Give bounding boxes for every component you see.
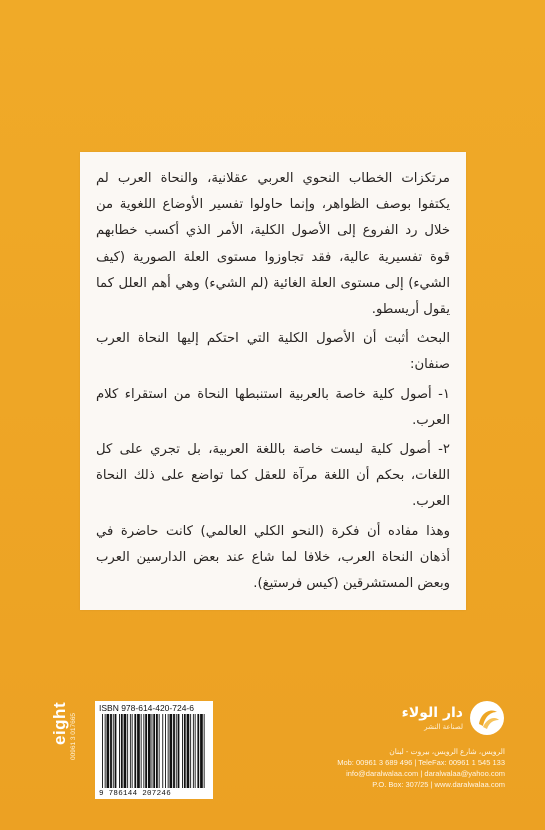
imprint-logo: eight (50, 701, 69, 745)
publisher-logo (285, 700, 505, 736)
publisher-logo-icon (469, 700, 505, 736)
publisher-name: دار الولاء (401, 705, 463, 721)
blurb-paragraph-1: مرتكزات الخطاب النحوي العربي عقلانية، والنحاة العرب لم يكتفوا بوصف الظواهر، وإنما حاولوا تفسير الأوضاع اللغوية من خلال رد الفروع إلى الأصول الكلية، الأمر الذي أكسب خطابهم قوة تفسيرية عالية، فقد تجاوزوا مستوى العلة الصورية (كيف الشيء) إلى مستوى العلة الغائية (لم الشيء) وهي أهم العلل كما يقول أريسطو. (96, 171, 450, 318)
publisher-tagline: لصناعة النشر (424, 723, 463, 731)
barcode-bar (156, 714, 158, 788)
barcode-bar (134, 714, 136, 788)
barcode-bar (204, 714, 205, 788)
blurb-paragraph-2: البحث أثبت أن الأصول الكلية التي احتكم إليها النحاة العرب صنفان: (96, 331, 450, 373)
barcode-bar (184, 714, 186, 788)
blurb-paragraph-5: وهذا مفاده أن فكرة (النحو الكلي العالمي) كانت حاضرة في أذهان النحاة العرب، خلافا لما شاع عند بعض الدارسين العرب وبعض المستشرقين (كيس فرستيغ). (96, 523, 450, 592)
blurb-paragraph-4: ٢- أصول كلية ليست خاصة باللغة العربية، بل تجري على كل اللغات، بحكم أن اللغة مرآة للعقل كما تواضع على ذلك النحاة العرب. (96, 442, 450, 510)
barcode-bar (115, 714, 117, 788)
barcode-bar (132, 714, 133, 788)
barcode-digits: 9 786144 207246 (99, 790, 172, 798)
barcode-bar (110, 714, 112, 788)
publisher-address: الرويس، شارع الرويس، بيروت - لبنان (389, 747, 505, 756)
barcode-bar (182, 714, 183, 788)
barcode-bar (119, 714, 120, 788)
barcode-bar (173, 714, 175, 788)
blurb-paragraph-3: ١- أصول كلية خاصة بالعربية استنبطها النحاة من استقراء كلام العرب. (96, 386, 450, 428)
barcode-bar (193, 714, 194, 788)
barcode-bar (195, 714, 196, 788)
barcode (95, 701, 213, 799)
barcode-bar (137, 714, 140, 788)
publisher-web: P.O. Box: 307/25 | www.daralwalaa.com (372, 780, 505, 789)
publisher-email: info@daralwalaa.com | daralwalaa@yahoo.com (346, 769, 505, 778)
barcode-bar (165, 714, 166, 788)
blurb-text (96, 166, 450, 600)
barcode-bar (168, 714, 169, 788)
barcode-bar (152, 714, 153, 788)
barcode-bar (190, 714, 191, 788)
barcode-bar (143, 714, 144, 788)
barcode-bar (187, 714, 190, 788)
publisher-phone: Mob: 00961 3 689 496 | TeleFax: 00961 1 545 133 (337, 758, 505, 767)
publisher-contact (285, 746, 505, 790)
barcode-bar (159, 714, 160, 788)
barcode-bar (148, 714, 151, 788)
barcode-bar (162, 714, 163, 788)
barcode-bar (130, 714, 131, 788)
barcode-bar (107, 714, 110, 788)
barcode-bar (176, 714, 177, 788)
barcode-bar (145, 714, 147, 788)
publisher-block (285, 700, 505, 790)
isbn-label: ISBN 978-614-420-724-6 (99, 703, 194, 713)
barcode-bar (153, 714, 155, 788)
barcode-bar (113, 714, 114, 788)
barcode-bar (141, 714, 142, 788)
blurb-panel (80, 152, 466, 610)
barcode-bar (124, 714, 127, 788)
barcode-bar (197, 714, 199, 788)
barcode-bar (105, 714, 106, 788)
barcode-bar (178, 714, 180, 788)
barcode-bar (127, 714, 128, 788)
barcode-bar (102, 714, 103, 788)
barcode-bar (121, 714, 123, 788)
barcode-bars (101, 714, 207, 788)
barcode-bar (170, 714, 173, 788)
imprint-code: 00961 3 017665 (70, 713, 77, 760)
barcode-bar (200, 714, 203, 788)
